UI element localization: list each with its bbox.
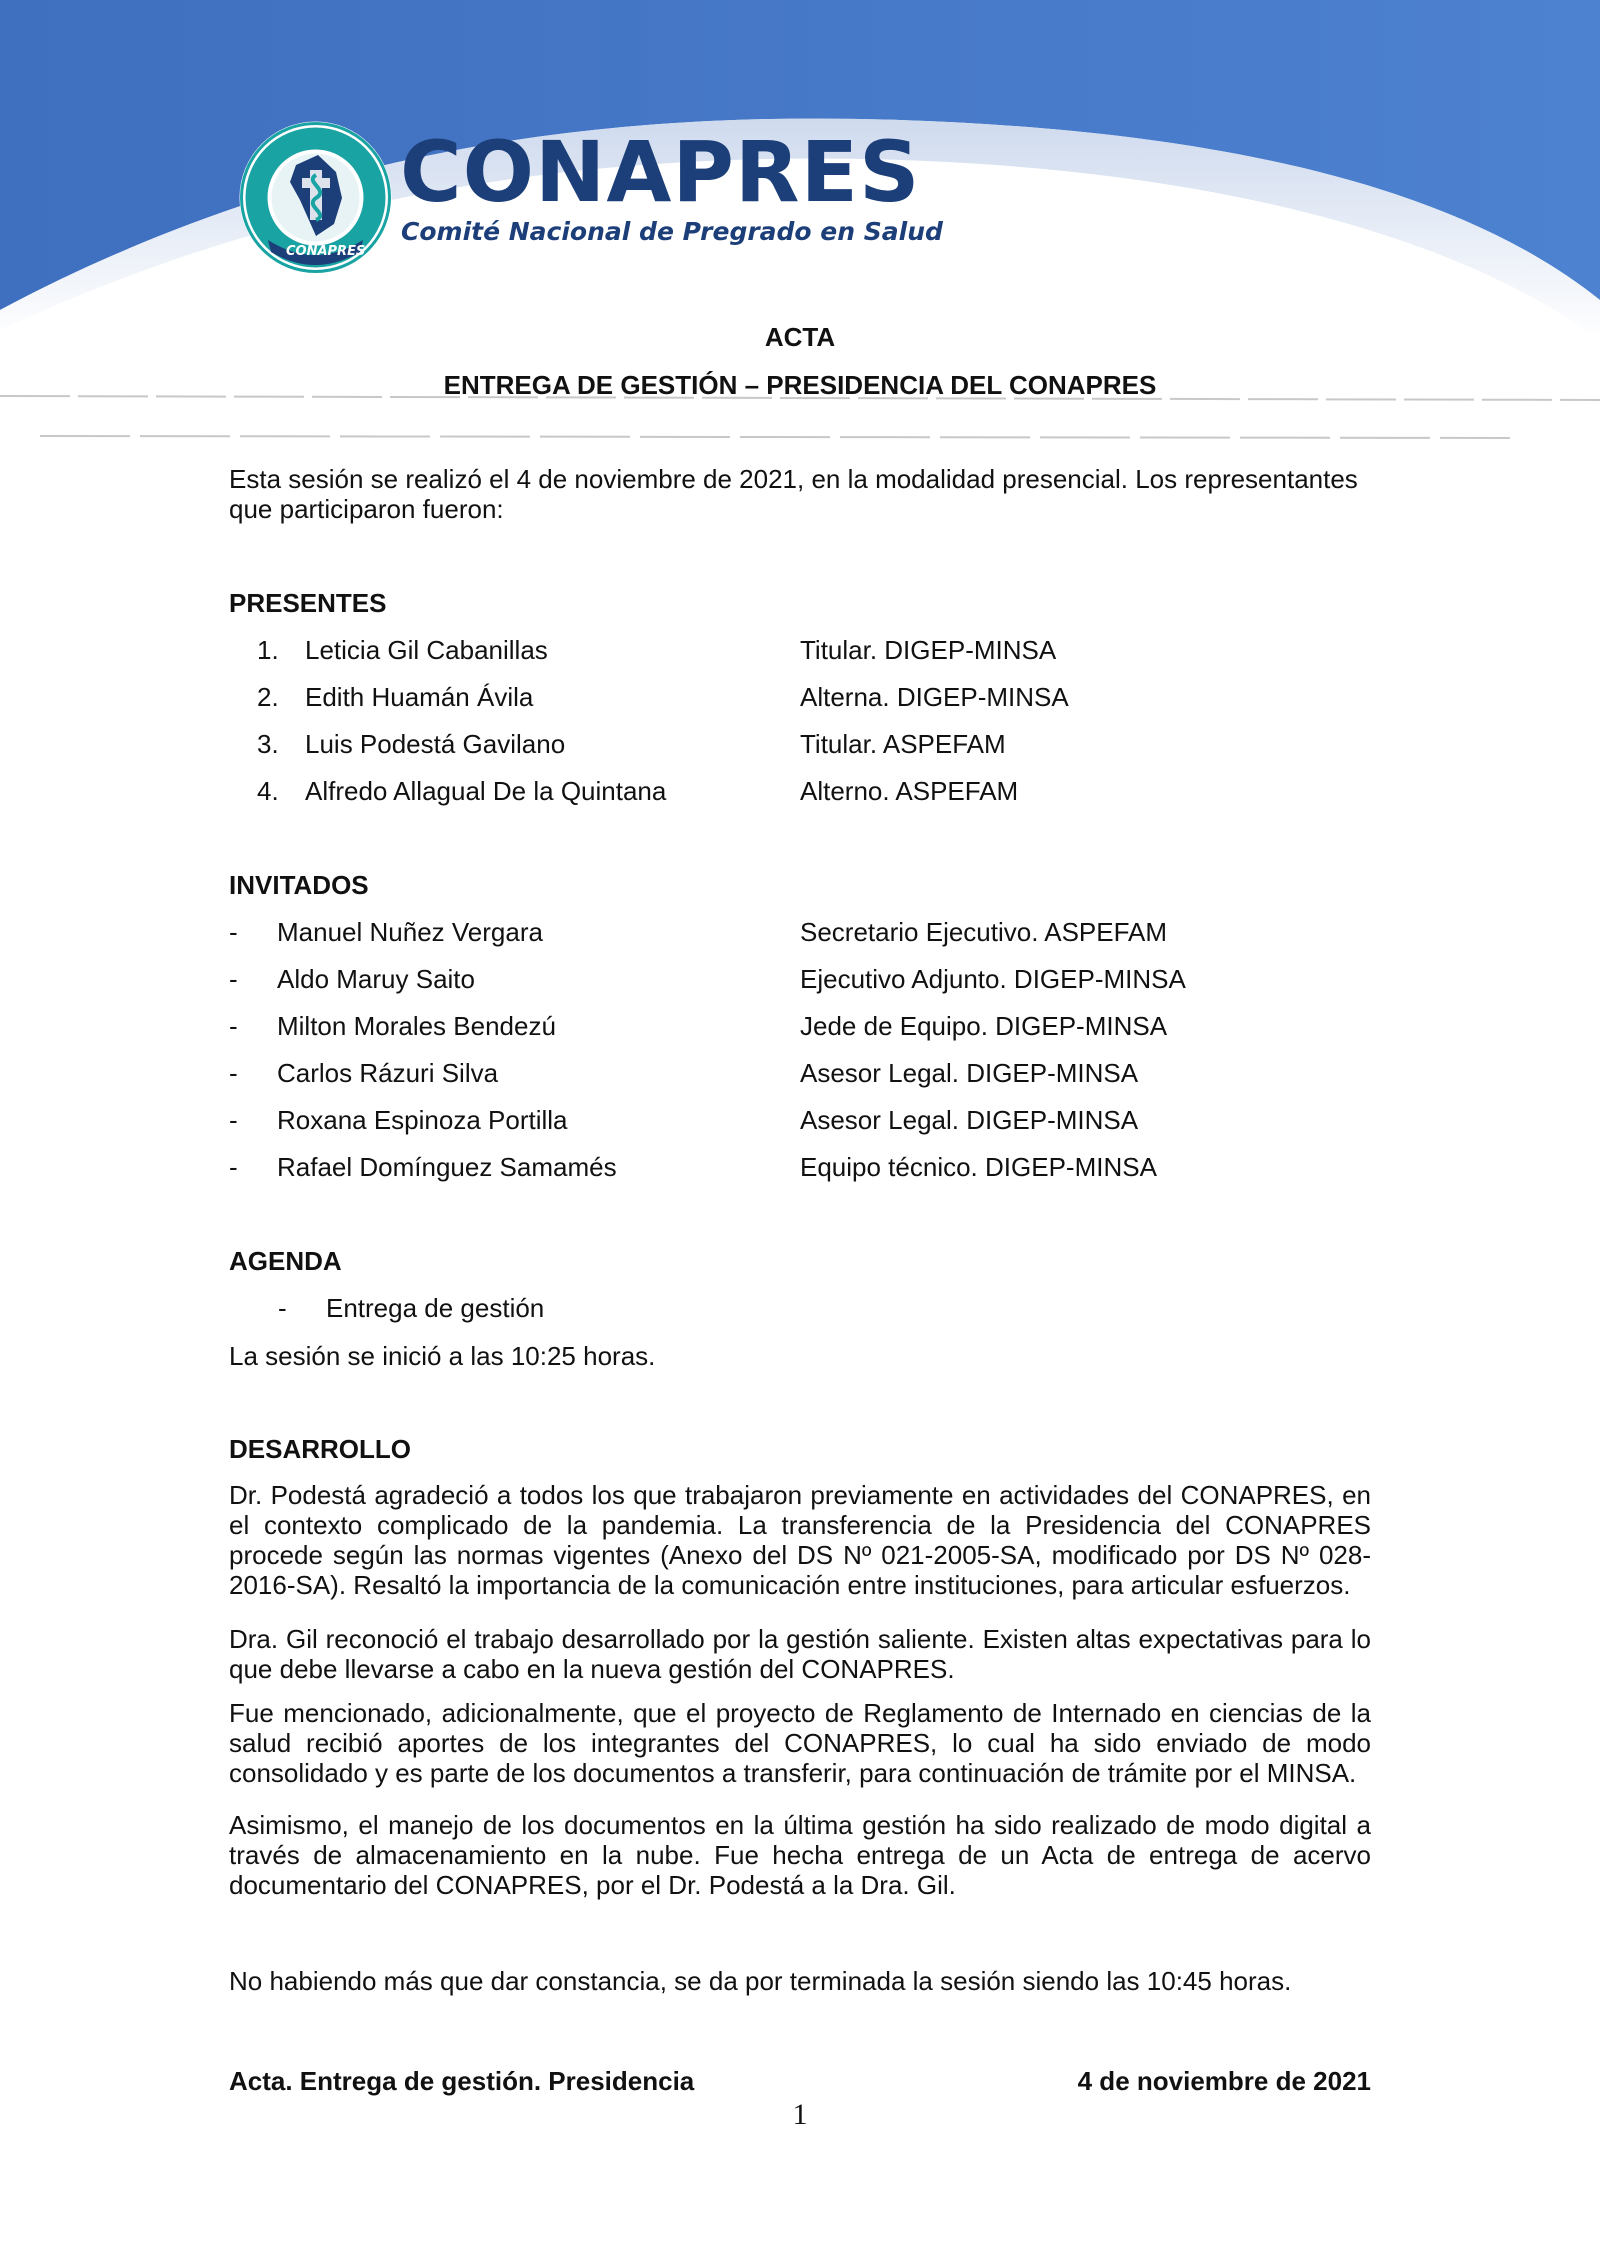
agenda-item: Entrega de gestión xyxy=(326,1293,545,1323)
member-role: Alterno. ASPEFAM xyxy=(800,776,1019,806)
page-number: 1 xyxy=(792,2098,808,2131)
member-name: Leticia Gil Cabanillas xyxy=(305,635,548,665)
guest-role: Ejecutivo Adjunto. DIGEP-MINSA xyxy=(800,964,1186,994)
member-role: Titular. DIGEP-MINSA xyxy=(800,635,1057,665)
item-dash: - xyxy=(229,1058,238,1088)
brand-name: CONAPRES xyxy=(400,123,921,221)
item-number: 2. xyxy=(257,682,279,712)
item-dash: - xyxy=(229,1105,238,1135)
item-number: 1. xyxy=(257,635,279,665)
guest-role: Equipo técnico. DIGEP-MINSA xyxy=(800,1152,1157,1182)
desarrollo-paragraph-2: Dra. Gil reconoció el trabajo desarrollado por la gestión saliente. Existen altas expectativas para lo que debe llevarse a cabo en la nueva gestión del CONAPRES. xyxy=(229,1624,1371,1684)
guest-name: Milton Morales Bendezú xyxy=(277,1011,556,1041)
guest-name: Manuel Nuñez Vergara xyxy=(277,917,543,947)
member-name: Luis Podestá Gavilano xyxy=(305,729,566,759)
desarrollo-paragraph-4: Asimismo, el manejo de los documentos en la última gestión ha sido realizado de modo digital a través de almacenamiento en la nube. Fue hecha entrega de un Acta de entrega de acervo documentario del CONAPRES, por el Dr. Podestá a la Dra. Gil. xyxy=(229,1810,1371,1900)
footer-date: 4 de noviembre de 2021 xyxy=(1077,2066,1371,2096)
guest-name: Aldo Maruy Saito xyxy=(277,964,475,994)
invitados-heading: INVITADOS xyxy=(229,870,369,900)
conapres-seal-logo xyxy=(238,120,393,275)
seal-bottom-text: CONAPRES xyxy=(286,244,366,259)
guest-role: Jede de Equipo. DIGEP-MINSA xyxy=(800,1011,1168,1041)
agenda-heading: AGENDA xyxy=(229,1246,342,1276)
guest-name: Carlos Rázuri Silva xyxy=(277,1058,499,1088)
item-number: 3. xyxy=(257,729,279,759)
document-subtitle: ENTREGA DE GESTIÓN – PRESIDENCIA DEL CONAPRES xyxy=(443,370,1157,400)
member-role: Alterna. DIGEP-MINSA xyxy=(800,682,1069,712)
item-dash: - xyxy=(229,917,238,947)
presentes-heading: PRESENTES xyxy=(229,588,387,618)
footer-document-label: Acta. Entrega de gestión. Presidencia xyxy=(229,2066,695,2096)
desarrollo-heading: DESARROLLO xyxy=(229,1434,411,1464)
closing-statement: No habiendo más que dar constancia, se da por terminada la sesión siendo las 10:45 horas. xyxy=(229,1966,1292,1996)
brand-subtitle: Comité Nacional de Pregrado en Salud xyxy=(401,217,943,246)
guest-name: Rafael Domínguez Samamés xyxy=(277,1152,617,1182)
item-dash: - xyxy=(229,1152,238,1182)
member-name: Alfredo Allagual De la Quintana xyxy=(305,776,667,806)
member-name: Edith Huamán Ávila xyxy=(305,682,534,712)
desarrollo-paragraph-3: Fue mencionado, adicionalmente, que el proyecto de Reglamento de Internado en ciencias de la salud recibió aportes de los integrantes del CONAPRES, lo cual ha sido enviado de modo consolidado y es parte de los documentos a transferir, para continuación de trámite por el MINSA. xyxy=(229,1698,1371,1788)
guest-role: Asesor Legal. DIGEP-MINSA xyxy=(800,1105,1139,1135)
guest-name: Roxana Espinoza Portilla xyxy=(277,1105,568,1135)
intro-paragraph: Esta sesión se realizó el 4 de noviembre de 2021, en la modalidad presencial. Los representantes que participaron fueron: xyxy=(229,464,1358,524)
item-dash: - xyxy=(229,964,238,994)
member-role: Titular. ASPEFAM xyxy=(800,729,1006,759)
agenda-item-dash: - xyxy=(278,1293,287,1323)
item-dash: - xyxy=(229,1011,238,1041)
document-title: ACTA xyxy=(764,322,836,352)
desarrollo-paragraph-1: Dr. Podestá agradeció a todos los que trabajaron previamente en actividades del CONAPRES, en el contexto complicado de la pandemia. La transferencia de la Presidencia del CONAPRES procede según las normas vigentes (Anexo del DS Nº 021-2005-SA, modificado por DS Nº 028-2016-SA). Resaltó la importancia de la comunicación entre instituciones, para articular esfuerzos. xyxy=(229,1480,1371,1600)
agenda-start-time: La sesión se inició a las 10:25 horas. xyxy=(229,1341,656,1371)
item-number: 4. xyxy=(257,776,279,806)
guest-role: Secretario Ejecutivo. ASPEFAM xyxy=(800,917,1168,947)
guest-role: Asesor Legal. DIGEP-MINSA xyxy=(800,1058,1139,1088)
